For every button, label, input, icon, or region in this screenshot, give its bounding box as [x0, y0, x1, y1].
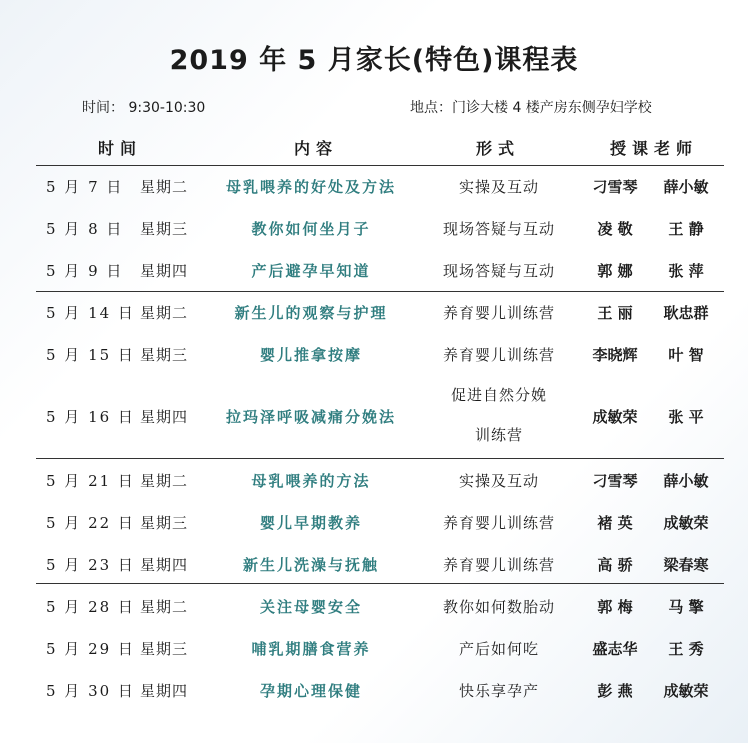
- row-content: 婴儿早期教养: [259, 514, 362, 532]
- row-form: 快乐享孕产: [458, 682, 539, 700]
- row-form: 养育婴儿训练营: [442, 304, 555, 322]
- row-day: 星期二: [140, 598, 189, 616]
- row-teacher-1: 高 骄: [597, 556, 633, 574]
- row-form: 训练营: [474, 426, 523, 444]
- table-row: [36, 218, 724, 242]
- location-info: 地点：门诊大楼 4 楼产房东侧孕妇学校: [410, 100, 652, 116]
- divider: [36, 458, 724, 459]
- table-row: [36, 554, 724, 578]
- row-day: 星期四: [140, 262, 189, 280]
- row-teacher-2: 叶 智: [668, 346, 704, 364]
- row-form: 实操及互动: [458, 472, 539, 490]
- row-day: 星期三: [140, 640, 189, 658]
- row-form: 养育婴儿训练营: [442, 514, 555, 532]
- row-content: 哺乳期膳食营养: [251, 640, 371, 658]
- row-teacher-1: 郭 娜: [597, 262, 633, 280]
- table-row: [36, 260, 724, 284]
- page-title: 2019 年 5 月家长(特色)课程表: [169, 45, 579, 76]
- row-teacher-2: 薛小敏: [663, 472, 709, 490]
- row-date: 5 月 16 日: [46, 408, 135, 426]
- row-teacher-2: 王 秀: [668, 640, 704, 658]
- row-content: 新生儿洗澡与抚触: [242, 556, 379, 574]
- row-teacher-2: 薛小敏: [663, 178, 709, 196]
- row-teacher-2: 耿忠群: [663, 304, 709, 322]
- row-teacher-2: 梁春寒: [663, 556, 709, 574]
- table-row: [36, 596, 724, 620]
- row-teacher-2: 王 静: [668, 220, 704, 238]
- header-form: 形式: [476, 139, 521, 158]
- row-date: 5 月 15 日: [46, 346, 135, 364]
- row-teacher-2: 成敏荣: [663, 514, 709, 532]
- header-time: 时间: [98, 139, 143, 158]
- row-date: 5 月 21 日: [46, 472, 135, 490]
- row-content: 新生儿的观察与护理: [234, 304, 388, 322]
- row-content: 关注母婴安全: [259, 598, 362, 616]
- row-teacher-1: 刁雪琴: [592, 472, 638, 490]
- row-date: 5 月 7 日: [46, 178, 124, 196]
- row-form: 促进自然分娩: [450, 386, 547, 404]
- row-teacher-1: 王 丽: [597, 304, 633, 322]
- row-content: 产后避孕早知道: [251, 262, 371, 280]
- table-row: [36, 638, 724, 662]
- row-teacher-1: 凌 敬: [597, 220, 633, 238]
- table-row: [36, 512, 724, 536]
- row-teacher-2: 马 擎: [668, 598, 704, 616]
- table-row: [36, 176, 724, 200]
- row-form: 养育婴儿训练营: [442, 556, 555, 574]
- row-form: 实操及互动: [458, 178, 539, 196]
- row-date: 5 月 23 日: [46, 556, 135, 574]
- divider: [36, 291, 724, 292]
- row-day: 星期三: [140, 346, 189, 364]
- row-date: 5 月 29 日: [46, 640, 135, 658]
- row-date: 5 月 30 日: [46, 682, 135, 700]
- divider: [36, 583, 724, 584]
- row-date: 5 月 8 日: [46, 220, 124, 238]
- row-teacher-1: 盛志华: [592, 640, 638, 658]
- table-row: [36, 386, 724, 446]
- divider: [36, 165, 724, 166]
- row-date: 5 月 9 日: [46, 262, 124, 280]
- row-day: 星期二: [140, 178, 189, 196]
- row-day: 星期二: [140, 472, 189, 490]
- row-form: 养育婴儿训练营: [442, 346, 555, 364]
- row-teacher-1: 李晓辉: [592, 346, 638, 364]
- row-day: 星期三: [140, 220, 189, 238]
- row-date: 5 月 28 日: [46, 598, 135, 616]
- row-date: 5 月 14 日: [46, 304, 135, 322]
- row-teacher-1: 彭 燕: [597, 682, 633, 700]
- row-content: 孕期心理保健: [259, 682, 362, 700]
- table-row: [36, 680, 724, 704]
- row-day: 星期三: [140, 514, 189, 532]
- table-header: [36, 136, 724, 158]
- row-content: 母乳喂养的好处及方法: [225, 178, 396, 196]
- row-teacher-1: 刁雪琴: [592, 178, 638, 196]
- row-form: 教你如何数胎动: [442, 598, 555, 616]
- row-day: 星期四: [140, 408, 189, 426]
- header-content: 内容: [294, 139, 339, 158]
- row-day: 星期四: [140, 682, 189, 700]
- row-teacher-1: 成敏荣: [592, 408, 638, 426]
- row-date: 5 月 22 日: [46, 514, 135, 532]
- row-form: 产后如何吃: [458, 640, 539, 658]
- row-teacher-1: 褚 英: [597, 514, 633, 532]
- row-teacher-2: 成敏荣: [663, 682, 709, 700]
- row-teacher-1: 郭 梅: [597, 598, 633, 616]
- table-row: [36, 470, 724, 494]
- row-content: 婴儿推拿按摩: [259, 346, 362, 364]
- row-day: 星期二: [140, 304, 189, 322]
- row-content: 教你如何坐月子: [251, 220, 371, 238]
- row-day: 星期四: [140, 556, 189, 574]
- row-content: 母乳喂养的方法: [251, 472, 371, 490]
- row-teacher-2: 张 萍: [668, 262, 704, 280]
- row-form: 现场答疑与互动: [442, 262, 555, 280]
- table-row: [36, 344, 724, 368]
- time-info: 时间： 9:30-10:30: [82, 100, 206, 116]
- row-teacher-2: 张 平: [668, 408, 704, 426]
- row-content: 拉玛泽呼吸减痛分娩法: [225, 408, 396, 426]
- header-teacher: 授课老师: [610, 139, 699, 158]
- row-form: 现场答疑与互动: [442, 220, 555, 238]
- table-row: [36, 302, 724, 326]
